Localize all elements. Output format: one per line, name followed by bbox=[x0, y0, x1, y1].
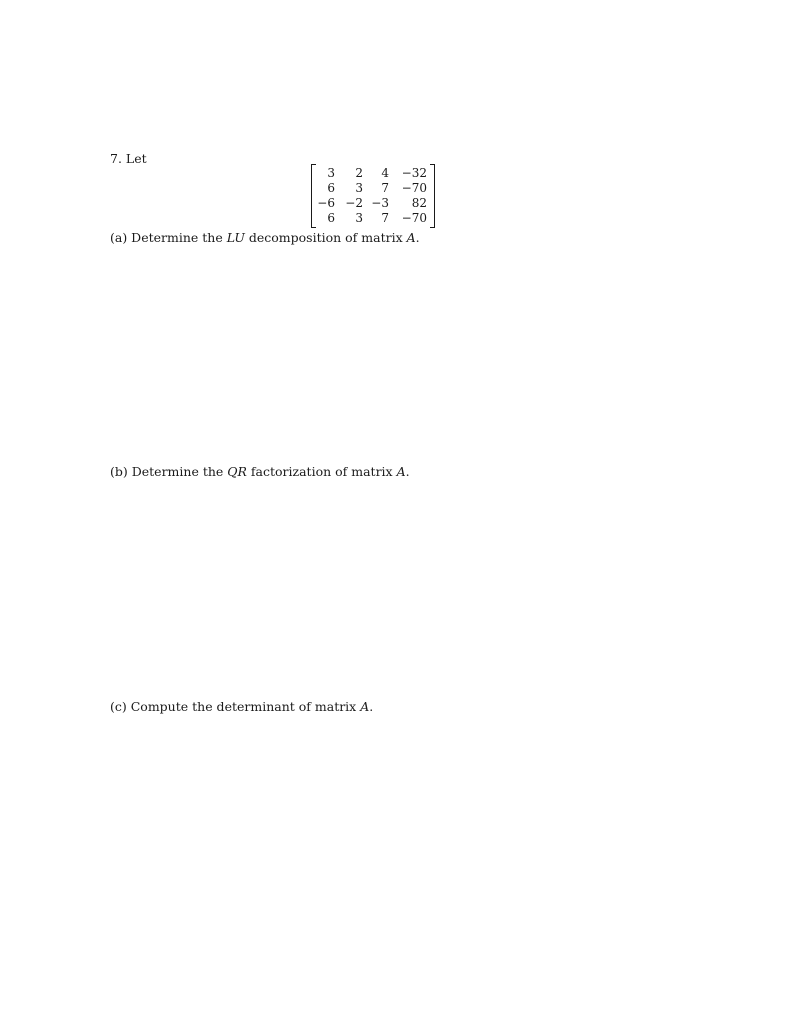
matrix-cell: 3 bbox=[355, 181, 363, 195]
part-a-question bbox=[110, 232, 420, 245]
part-a-suffix: decomposition of matrix bbox=[244, 230, 407, 245]
matrix-cell: 82 bbox=[411, 196, 427, 210]
matrix-cell: 6 bbox=[327, 211, 335, 225]
part-b-prefix: (b) Determine the bbox=[110, 464, 228, 479]
part-b-question bbox=[110, 466, 410, 479]
matrix-cell: 3 bbox=[327, 166, 335, 180]
matrix-right-bracket bbox=[430, 164, 435, 228]
matrix-cell: 7 bbox=[381, 181, 389, 195]
part-b-math: QR bbox=[227, 464, 247, 479]
part-b-var: A bbox=[396, 464, 406, 479]
matrix-grid bbox=[317, 166, 431, 226]
part-c-prefix: (c) Compute the determinant of matrix bbox=[110, 699, 361, 714]
problem-number-label: 7. Let bbox=[110, 151, 147, 166]
part-c-question bbox=[110, 701, 373, 714]
part-a-var: A bbox=[406, 230, 416, 245]
part-a-end: . bbox=[415, 230, 420, 245]
matrix-left-bracket bbox=[311, 164, 316, 228]
part-a-prefix: (a) Determine the bbox=[110, 230, 227, 245]
matrix-cell: −6 bbox=[317, 196, 335, 210]
part-b-suffix: factorization of matrix bbox=[246, 464, 397, 479]
matrix-cell: −3 bbox=[371, 196, 389, 210]
part-c-var: A bbox=[360, 699, 370, 714]
matrix-cell: 7 bbox=[381, 211, 389, 225]
matrix-cell: 2 bbox=[355, 166, 363, 180]
matrix-cell: −32 bbox=[401, 166, 427, 180]
matrix-a bbox=[311, 164, 435, 228]
part-b-end: . bbox=[405, 464, 410, 479]
matrix-cell: −70 bbox=[401, 181, 427, 195]
part-a-math: LU bbox=[226, 230, 245, 245]
matrix-cell: 6 bbox=[327, 181, 335, 195]
matrix-cell: −2 bbox=[345, 196, 363, 210]
matrix-cell: 3 bbox=[355, 211, 363, 225]
matrix-cell: 4 bbox=[381, 166, 389, 180]
matrix-cell: −70 bbox=[401, 211, 427, 225]
part-c-end: . bbox=[369, 699, 374, 714]
